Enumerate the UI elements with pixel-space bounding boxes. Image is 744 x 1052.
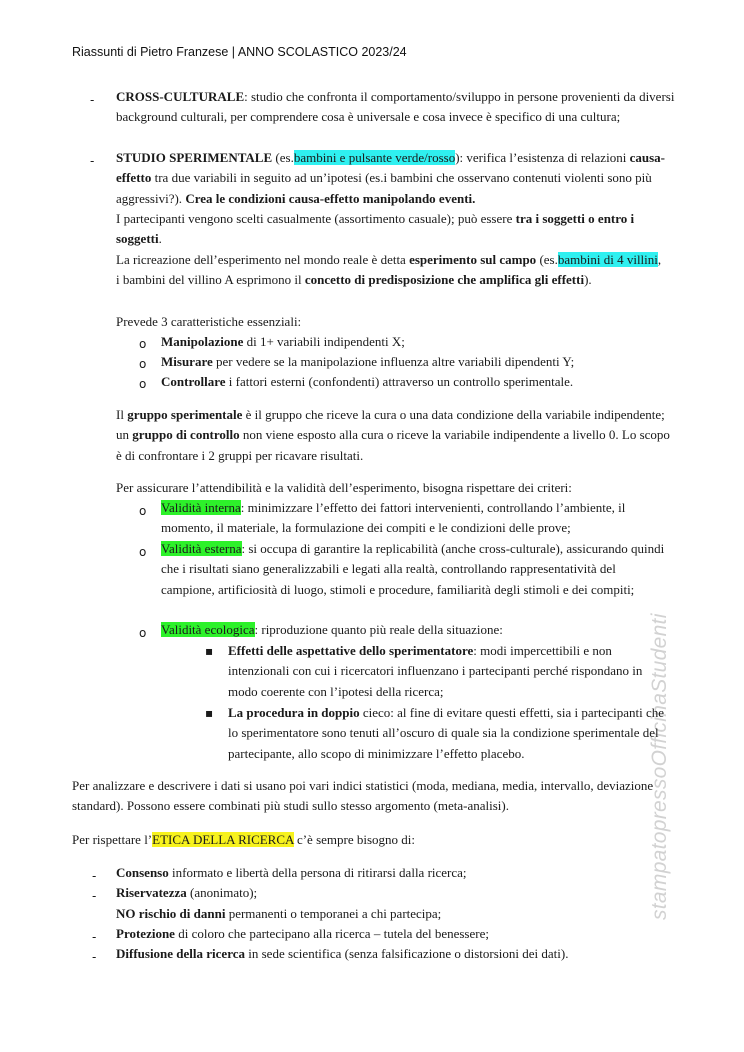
- ethics-intro: [72, 830, 415, 850]
- bold-term: gruppo di controllo: [132, 427, 240, 443]
- cause-effect-term: causa-effetto: [116, 150, 665, 186]
- text-span: (anonimato);: [186, 885, 258, 900]
- text-span: : minimizzare l’effetto dei fattori intervenienti, controllando l’ambiente, il momento, il materiale, la formulazione dei compiti e le condizioni delle prove;: [161, 500, 626, 536]
- experimental-study-title: STUDIO SPERIMENTALE: [116, 150, 273, 165]
- text-span: , i bambini del villino A esprimono il: [116, 252, 662, 288]
- dash-bullet: -: [90, 154, 95, 168]
- text-span: per vedere se la manipolazione influenza altre variabili dipendenti Y;: [212, 354, 575, 369]
- experimenter-expectations-item: [228, 641, 666, 702]
- cross-cultural-title: CROSS-CULTURALE: [116, 89, 245, 104]
- text-span: di coloro che partecipano alla ricerca – tutela del benessere;: [174, 926, 489, 941]
- dash-bullet: -: [90, 93, 95, 107]
- ethics-item: [116, 863, 467, 883]
- text-span: tra due variabili in seguito ad un’ipotesi (es.i bambini che osservano contenuti violenti sono più aggressivi?).: [116, 170, 652, 206]
- highlight-term: Validità interna: [161, 500, 241, 515]
- external-validity-item: [161, 539, 671, 600]
- internal-validity-item: [161, 498, 671, 539]
- bold-term: Diffusione della ricerca: [116, 946, 246, 961]
- highlight-example: bambini e pulsante verde/rosso: [293, 150, 456, 165]
- list-item: [161, 372, 573, 392]
- field-experiment-paragraph: [116, 250, 664, 291]
- ethics-item: [116, 944, 568, 964]
- highlight-example: bambini di 4 villini: [557, 252, 658, 267]
- text-span: c’è sempre bisogno di:: [293, 832, 416, 847]
- bold-term: Protezione: [116, 926, 175, 941]
- bold-term: Riservatezza: [116, 885, 187, 900]
- circle-bullet: o: [139, 626, 147, 640]
- bold-term: Consenso: [116, 865, 169, 880]
- circle-bullet: o: [139, 337, 147, 351]
- text-span: I partecipanti vengono scelti casualmente (assortimento casuale); può essere: [116, 211, 516, 226]
- text-span: Per rispettare l’: [72, 832, 153, 847]
- text-span: cieco: al fine di evitare questi effetti, sia i partecipanti che lo sperimentatore sono tenuti all’oscuro di quale sia la condizione sperimentale del partecipante, allo scopo di minimizzare l’effetto placebo.: [228, 705, 665, 761]
- bold-term: La procedura in doppio: [228, 705, 360, 720]
- bold-statement: Crea le condizioni causa-effetto manipolando eventi.: [185, 190, 476, 206]
- bold-term: esperimento sul campo: [409, 252, 537, 267]
- cross-cultural-paragraph: [116, 87, 676, 128]
- dash-bullet: -: [92, 930, 97, 944]
- bold-term: tra i soggetti o entro i soggetti: [116, 211, 635, 247]
- text-span: : riproduzione quanto più reale della situazione:: [254, 622, 503, 637]
- ecological-validity-item: [161, 620, 503, 640]
- dash-bullet: -: [92, 889, 97, 903]
- text-span: i fattori esterni (confondenti) attraverso un controllo sperimentale.: [225, 374, 574, 389]
- ethics-item: [116, 904, 441, 924]
- square-bullet: ▪: [205, 644, 214, 658]
- analysis-paragraph: Per analizzare e descrivere i dati si usano poi vari indici statistici (moda, mediana, media, intervallo, deviazione standard). Possono essere combinati più studi sullo stesso argomento (meta-analisi).: [72, 778, 654, 814]
- bold-term: NO rischio di danni: [116, 906, 226, 921]
- square-bullet: ▪: [205, 706, 214, 720]
- participants-paragraph: I partecipanti vengono scelti casualmente (assortimento casuale); può essere tra i soggetti o entro i soggetti.: [116, 211, 635, 247]
- text-span: : si occupa di garantire la replicabilità (anche cross-culturale), assicurando quindi che i risultati siano generalizzabili e legati alla realtà, controllando rappresentatività del campione, artificiosità di luogo, stimoli e procedure, familiarità degli stimoli e dei compiti;: [161, 541, 665, 597]
- circle-bullet: o: [139, 377, 147, 391]
- text-span: (es.: [536, 252, 558, 267]
- text-span: non viene esposto alla cura o riceve la variabile indipendente a livello 0. Lo scopo è di confrontare i 2 gruppi per ricavare risultati.: [116, 427, 670, 463]
- highlight-term: Validità esterna: [161, 541, 242, 556]
- bold-term: Misurare: [161, 354, 213, 369]
- text-span: ).: [584, 272, 592, 288]
- double-blind-item: [228, 703, 666, 764]
- cross-cultural-text: : studio che confronta il comportamento/sviluppo in persone provenienti da diversi background culturali, per comprendere cosa è universale e cosa invece è specifico di una cultura;: [116, 89, 675, 125]
- watermark: stampatopressoOfficinaStudenti: [648, 613, 671, 920]
- ethics-item: [116, 924, 489, 944]
- bold-term: Controllare: [161, 374, 226, 389]
- text-span: è il gruppo che riceve la cura o una data condizione della variabile indipendente; un: [116, 407, 665, 443]
- ethics-item: [116, 883, 257, 903]
- text-span: di 1+ variabili indipendenti X;: [243, 334, 405, 349]
- dash-bullet: -: [92, 869, 97, 883]
- experimental-study-paragraph: [116, 148, 678, 209]
- text-span: in sede scientifica (senza falsificazione o distorsioni dei dati).: [245, 946, 569, 961]
- characteristics-intro: Prevede 3 caratteristiche essenziali:: [116, 314, 302, 329]
- page-header: Riassunti di Pietro Franzese | ANNO SCOLASTICO 2023/24: [72, 45, 407, 59]
- circle-bullet: o: [139, 504, 147, 518]
- dash-bullet: -: [92, 950, 97, 964]
- validity-intro: Per assicurare l’attendibilità e la validità dell’esperimento, bisogna rispettare dei criteri:: [116, 480, 572, 495]
- bold-term: gruppo sperimentale: [127, 407, 243, 422]
- text-span: : modi impercettibili e non intenzionali con cui i ricercatori influenzano i partecipanti perché rispondano in modo coerente con l’ipotesi della ricerca;: [228, 643, 643, 699]
- list-item: [161, 352, 574, 372]
- text-span: informato e libertà della persona di ritirarsi dalla ricerca;: [168, 865, 467, 880]
- text-span: (es.: [272, 150, 294, 165]
- text-span: La ricreazione dell’esperimento nel mondo reale è detta: [116, 252, 410, 267]
- highlight-term: Validità ecologica: [161, 622, 255, 637]
- groups-paragraph: [116, 405, 676, 466]
- list-item: [161, 332, 405, 352]
- text-span: permanenti o temporanei a chi partecipa;: [225, 906, 442, 921]
- text-span: Il: [116, 407, 128, 422]
- text-span: ): verifica l’esistenza di relazioni: [455, 150, 630, 165]
- circle-bullet: o: [139, 545, 147, 559]
- circle-bullet: o: [139, 357, 147, 371]
- highlight-term: ETICA DELLA RICERCA: [152, 832, 294, 847]
- bold-term: Effetti delle aspettative dello sperimentatore: [228, 643, 474, 658]
- bold-term: Manipolazione: [161, 334, 244, 349]
- bold-term: concetto di predisposizione che amplifica gli effetti: [304, 272, 585, 288]
